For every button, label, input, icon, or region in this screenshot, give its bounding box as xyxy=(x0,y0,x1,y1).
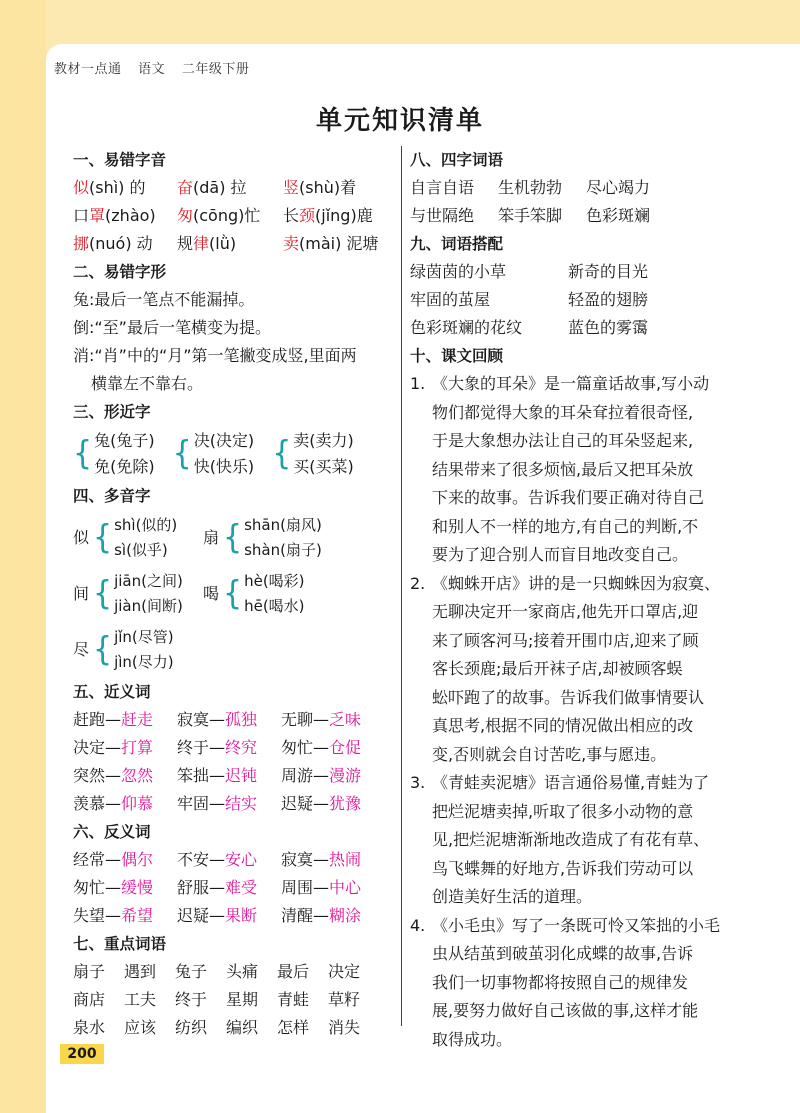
collocation-phrase: 色彩斑斓的花纹 xyxy=(410,318,523,337)
dash-separator: — xyxy=(209,878,226,897)
answer-word: 赶走 xyxy=(121,710,154,729)
base-word: 匆忙 xyxy=(281,738,314,757)
answer-word: 中心 xyxy=(329,878,362,897)
item-line: 见,把烂泥塘渐渐地改造成了有花有草、 xyxy=(432,830,710,849)
reading-stack xyxy=(244,513,322,563)
dash-separator: — xyxy=(313,850,330,869)
base-word: 匆忙 xyxy=(73,878,106,897)
section-title-four-char: 八、四字词语 xyxy=(410,151,504,169)
pinyin-note: (nuó) 动 xyxy=(89,234,153,253)
four-char-word: 笨手笨脚 xyxy=(498,206,563,225)
collocation-phrase: 绿茵茵的小草 xyxy=(410,262,507,281)
reading: hè(喝彩) xyxy=(244,572,305,590)
synonym-pair xyxy=(177,706,281,734)
base-word: 牢固 xyxy=(177,794,210,813)
section-title-antonyms: 六、反义词 xyxy=(73,823,151,841)
target-char: 挪 xyxy=(73,234,90,253)
key-word: 星期 xyxy=(226,990,259,1009)
reading-stack xyxy=(114,569,183,619)
reading: jiàn(间断) xyxy=(114,597,183,615)
pronunciation-item xyxy=(177,174,283,202)
target-char: 颈 xyxy=(299,206,316,225)
polyphonic-item xyxy=(73,510,203,566)
reading-stack xyxy=(244,569,304,619)
glyph-note: 横靠左不靠右。 xyxy=(91,374,204,393)
base-word: 迟疑 xyxy=(281,794,314,813)
base-word: 不安 xyxy=(177,850,210,869)
synonym-row xyxy=(73,790,393,818)
reading-stack xyxy=(114,625,174,675)
similar-chars-groups xyxy=(73,426,393,482)
antonym-pair xyxy=(73,902,177,930)
reading: jǐn(尽管) xyxy=(114,628,174,646)
polyphonic-item xyxy=(203,566,333,622)
pinyin-note: (shù)着 xyxy=(299,178,357,197)
item-line: 物们都觉得大象的耳朵耷拉着很奇怪, xyxy=(432,402,694,422)
collocation-row xyxy=(410,258,780,286)
base-word: 周游 xyxy=(281,766,314,785)
key-word: 兔子 xyxy=(175,962,208,981)
key-words-row xyxy=(73,958,393,986)
base-word: 突然 xyxy=(73,766,106,785)
dash-separator: — xyxy=(313,878,330,897)
item-line: 取得成功。 xyxy=(432,1029,513,1049)
item-line: 和别人不一样的地方,有自己的判断,不 xyxy=(432,516,699,536)
synonym-pair xyxy=(73,734,177,762)
antonym-row xyxy=(73,902,393,930)
item-line: 《大象的耳朵》是一篇童话故事,写小动 xyxy=(432,374,710,393)
left-column xyxy=(73,146,393,1042)
item-line: 《青蛙卖泥塘》语言通俗易懂,青蛙为了 xyxy=(432,773,710,792)
reading: shān(扇风) xyxy=(244,516,322,534)
item-number: 3. xyxy=(410,773,426,792)
key-word: 最后 xyxy=(277,962,310,981)
collocation-phrase: 新奇的目光 xyxy=(568,262,649,281)
key-word: 青蛙 xyxy=(277,990,310,1009)
review-item xyxy=(410,570,780,770)
similar-chars-pair xyxy=(173,426,255,482)
brace-icon: { xyxy=(93,574,113,613)
item-line: 我们一切事物都将按照自己的规律发 xyxy=(432,972,689,992)
answer-word: 犹豫 xyxy=(329,794,362,813)
answer-word: 忽然 xyxy=(121,766,154,785)
dash-separator: — xyxy=(313,766,330,785)
dash-separator: — xyxy=(209,850,226,869)
polyphonic-item xyxy=(203,510,333,566)
dash-separator: — xyxy=(209,766,226,785)
item-line: 创造美好生活的道理。 xyxy=(432,887,593,906)
pair-stack xyxy=(194,428,255,480)
answer-word: 偶尔 xyxy=(121,850,154,869)
pinyin-note: (jǐng)鹿 xyxy=(315,206,373,225)
pronunciation-item xyxy=(177,202,283,230)
item-line: 于是大象想办法让自己的耳朵竖起来, xyxy=(432,431,694,450)
four-char-word: 尽心竭力 xyxy=(586,178,651,197)
grade: 二年级下册 xyxy=(181,62,250,77)
key-word: 扇子 xyxy=(73,962,106,981)
brace-icon: { xyxy=(172,434,192,473)
synonym-pair xyxy=(73,762,177,790)
answer-word: 打算 xyxy=(121,738,154,757)
brace-icon: { xyxy=(73,434,93,473)
similar-char: 买(买菜) xyxy=(293,457,354,476)
synonym-pair xyxy=(177,734,281,762)
dash-separator: — xyxy=(105,794,122,813)
antonym-pair xyxy=(281,846,385,874)
polyphonic-row xyxy=(73,566,393,622)
polyphonic-char: 喝 xyxy=(203,584,220,603)
synonym-pair xyxy=(281,706,385,734)
four-char-word: 自言自语 xyxy=(410,178,475,197)
item-line: 下来的故事。告诉我们要正确对待自己 xyxy=(432,488,705,507)
item-text xyxy=(432,912,780,1055)
item-number: 1. xyxy=(410,374,426,393)
page-number: 200 xyxy=(60,1044,104,1064)
polyphonic-row xyxy=(73,510,393,566)
base-word: 舒服 xyxy=(177,878,210,897)
synonym-row xyxy=(73,706,393,734)
pinyin-note: (lǜ) xyxy=(209,234,237,253)
item-line: 客长颈鹿;最后开袜子店,却被顾客蜈 xyxy=(432,659,683,678)
polyphonic-char: 尽 xyxy=(73,640,90,659)
key-word: 头痛 xyxy=(226,962,259,981)
key-word: 泉水 xyxy=(73,1018,106,1037)
antonym-pair xyxy=(177,902,281,930)
dash-separator: — xyxy=(105,738,122,757)
item-text xyxy=(432,370,780,570)
item-line: 展,要努力做好自己该做的事,这样才能 xyxy=(432,1001,699,1020)
base-word: 周围 xyxy=(281,878,314,897)
synonym-row xyxy=(73,762,393,790)
collocation-row xyxy=(410,286,780,314)
section-title-key-words: 七、重点词语 xyxy=(73,935,167,953)
answer-word: 果断 xyxy=(225,906,258,925)
dash-separator: — xyxy=(105,878,122,897)
base-word: 决定 xyxy=(73,738,106,757)
target-char: 律 xyxy=(193,234,210,253)
item-line: 鸟飞蝶舞的好地方,告诉我们劳动可以 xyxy=(432,858,694,878)
similar-chars-pair xyxy=(73,426,155,482)
dash-separator: — xyxy=(313,738,330,757)
plain-char: 长 xyxy=(283,206,300,225)
polyphonic-item xyxy=(73,566,203,622)
dash-separator: — xyxy=(209,738,226,757)
polyphonic-char: 似 xyxy=(73,528,90,547)
pinyin-note: (dā) 拉 xyxy=(193,178,247,197)
key-word: 决定 xyxy=(328,962,361,981)
synonym-pair xyxy=(281,762,385,790)
pronunciation-item xyxy=(283,230,403,258)
brace-icon: { xyxy=(223,574,243,613)
base-word: 迟疑 xyxy=(177,906,210,925)
target-char: 似 xyxy=(73,178,90,197)
dash-separator: — xyxy=(105,710,122,729)
pronunciation-item xyxy=(73,230,177,258)
key-word: 工夫 xyxy=(124,990,157,1009)
item-line: 虫从结茧到破茧羽化成蝶的故事,告诉 xyxy=(432,944,694,963)
dash-separator: — xyxy=(313,710,330,729)
base-word: 经常 xyxy=(73,850,106,869)
target-char: 罩 xyxy=(89,206,106,225)
antonym-pair xyxy=(73,846,177,874)
four-char-row xyxy=(410,174,780,202)
answer-word: 安心 xyxy=(225,850,258,869)
item-line: 真思考,根据不同的情况做出相应的改 xyxy=(432,716,694,735)
four-char-row xyxy=(410,202,780,230)
base-word: 赶跑 xyxy=(73,710,106,729)
book-name: 教材一点通 xyxy=(54,62,122,77)
dash-separator: — xyxy=(105,906,122,925)
answer-word: 乏味 xyxy=(329,710,362,729)
dash-separator: — xyxy=(209,906,226,925)
polyphonic-list xyxy=(73,510,393,678)
plain-char: 口 xyxy=(73,206,90,225)
key-word: 终于 xyxy=(175,990,208,1009)
glyph-note: 倒:“至”最后一笔横变为提。 xyxy=(73,318,271,337)
item-line: 结果带来了很多烦恼,最后又把耳朵放 xyxy=(432,459,694,479)
dash-separator: — xyxy=(209,710,226,729)
key-word: 商店 xyxy=(73,990,106,1009)
review-item xyxy=(410,912,780,1055)
pinyin-note: (mài) 泥塘 xyxy=(299,234,379,253)
pinyin-note: (zhào) xyxy=(105,206,156,225)
similar-char: 卖(卖力) xyxy=(293,431,354,450)
answer-word: 热闹 xyxy=(329,850,362,869)
reading: shàn(扇子) xyxy=(244,541,322,559)
answer-word: 漫游 xyxy=(329,766,362,785)
glyph-note: 消:“肖”中的“月”第一笔撇变成竖,里面两 xyxy=(73,346,357,365)
antonym-pair xyxy=(281,902,385,930)
base-word: 笨拙 xyxy=(177,766,210,785)
section-title-pronunciation: 一、易错字音 xyxy=(73,151,167,169)
polyphonic-row xyxy=(73,622,393,678)
item-line: 《蜘蛛开店》讲的是一只蜘蛛因为寂寞、 xyxy=(432,573,721,593)
key-word: 编织 xyxy=(226,1018,259,1037)
antonym-pair xyxy=(177,874,281,902)
synonym-pair xyxy=(177,790,281,818)
dash-separator: — xyxy=(105,766,122,785)
dash-separator: — xyxy=(209,794,226,813)
brace-icon: { xyxy=(223,518,243,557)
similar-char: 快(快乐) xyxy=(193,457,255,476)
base-word: 寂寞 xyxy=(177,710,210,729)
key-words-row xyxy=(73,986,393,1014)
pronunciation-row xyxy=(73,202,393,230)
item-number: 2. xyxy=(410,573,426,593)
section-title-collocation: 九、词语搭配 xyxy=(410,235,504,253)
pair-stack xyxy=(293,428,354,480)
key-word: 草籽 xyxy=(328,990,361,1009)
brace-icon: { xyxy=(93,630,113,669)
four-char-word: 色彩斑斓 xyxy=(586,206,651,225)
review-item xyxy=(410,769,780,912)
key-word: 遇到 xyxy=(124,962,157,981)
synonym-pair xyxy=(177,762,281,790)
dash-separator: — xyxy=(313,906,330,925)
reading-stack xyxy=(114,513,177,563)
base-word: 无聊 xyxy=(281,710,314,729)
key-word: 应该 xyxy=(124,1018,157,1037)
base-word: 失望 xyxy=(73,906,106,925)
pinyin-note: (shì) 的 xyxy=(89,178,146,197)
item-line: 无聊决定开一家商店,他先开口罩店,迎 xyxy=(432,602,699,621)
target-char: 匆 xyxy=(177,206,194,225)
reading: jìn(尽力) xyxy=(114,653,174,671)
base-word: 清醒 xyxy=(281,906,314,925)
base-word: 终于 xyxy=(177,738,210,757)
collocation-phrase: 牢固的茧屋 xyxy=(410,290,491,309)
answer-word: 希望 xyxy=(121,906,154,925)
item-line: 《小毛虫》写了一条既可怜又笨拙的小毛 xyxy=(432,915,721,935)
polyphonic-char: 扇 xyxy=(203,528,220,547)
antonym-pair xyxy=(281,874,385,902)
antonyms-list xyxy=(73,846,393,930)
key-word: 消失 xyxy=(328,1018,361,1037)
right-column xyxy=(410,146,780,1054)
item-text xyxy=(432,570,780,770)
key-word: 纺织 xyxy=(175,1018,208,1037)
reading: sì(似乎) xyxy=(114,541,168,559)
left-margin-band xyxy=(0,0,46,1113)
pronunciation-item xyxy=(73,202,177,230)
synonyms-list xyxy=(73,706,393,818)
polyphonic-item xyxy=(73,622,203,678)
item-line: 蚣吓跑了的故事。告诉我们做事情要认 xyxy=(432,687,705,707)
item-line: 变,否则就会自讨苦吃,事与愿违。 xyxy=(432,744,667,764)
pronunciation-row xyxy=(73,230,393,258)
key-word: 怎样 xyxy=(277,1018,310,1037)
antonym-pair xyxy=(177,846,281,874)
synonym-pair xyxy=(281,734,385,762)
answer-word: 结实 xyxy=(225,794,258,813)
key-words-row xyxy=(73,1014,393,1042)
pair-stack xyxy=(94,428,155,480)
key-words-list xyxy=(73,958,393,1042)
dash-separator: — xyxy=(105,850,122,869)
section-title-polyphonic: 四、多音字 xyxy=(73,487,151,505)
section-title-similar-chars: 三、形近字 xyxy=(73,403,151,421)
pinyin-note: (cōng)忙 xyxy=(193,206,261,225)
base-word: 寂寞 xyxy=(281,850,314,869)
collocation-phrase: 蓝色的雾霭 xyxy=(568,318,649,337)
section-title-review: 十、课文回顾 xyxy=(410,347,504,365)
reading: shì(似的) xyxy=(114,516,178,534)
synonym-pair xyxy=(281,790,385,818)
item-line: 把烂泥塘卖掉,听取了很多小动物的意 xyxy=(432,801,694,821)
base-word: 羡慕 xyxy=(73,794,106,813)
answer-word: 迟钝 xyxy=(225,766,258,785)
similar-char: 决(决定) xyxy=(193,431,255,450)
synonym-row xyxy=(73,734,393,762)
brace-icon: { xyxy=(93,518,113,557)
brace-icon: { xyxy=(272,434,292,473)
four-char-word: 生机勃勃 xyxy=(498,178,563,197)
polyphonic-char: 间 xyxy=(73,584,90,603)
antonym-row xyxy=(73,874,393,902)
four-char-list xyxy=(410,174,780,230)
dash-separator: — xyxy=(313,794,330,813)
section-title-synonyms: 五、近义词 xyxy=(73,683,151,701)
answer-word: 糊涂 xyxy=(329,906,362,925)
pronunciation-list xyxy=(73,174,393,258)
subject: 语文 xyxy=(138,62,166,77)
answer-word: 终究 xyxy=(225,738,258,757)
collocation-phrase: 轻盈的翅膀 xyxy=(568,290,649,309)
item-text xyxy=(432,769,780,912)
target-char: 竖 xyxy=(283,178,300,197)
answer-word: 缓慢 xyxy=(121,878,154,897)
antonym-pair xyxy=(73,874,177,902)
collocation-row xyxy=(410,314,780,342)
pronunciation-item xyxy=(283,202,403,230)
target-char: 卖 xyxy=(283,234,300,253)
target-char: 奋 xyxy=(177,178,194,197)
plain-char: 规 xyxy=(177,234,194,253)
similar-char: 免(免除) xyxy=(94,457,155,476)
answer-word: 难受 xyxy=(225,878,258,897)
reading: jiān(之间) xyxy=(114,572,183,590)
four-char-word: 与世隔绝 xyxy=(410,206,475,225)
pronunciation-item xyxy=(177,230,283,258)
column-divider xyxy=(401,146,402,1026)
section-title-glyph: 二、易错字形 xyxy=(73,263,167,281)
pronunciation-row xyxy=(73,174,393,202)
glyph-note: 兔:最后一笔点不能漏掉。 xyxy=(73,290,255,309)
pronunciation-item xyxy=(283,174,403,202)
answer-word: 仰慕 xyxy=(121,794,154,813)
page-title: 单元知识清单 xyxy=(315,106,484,136)
item-number: 4. xyxy=(410,915,426,935)
item-line: 来了顾客河马;接着开围巾店,迎来了顾 xyxy=(432,630,699,650)
antonym-row xyxy=(73,846,393,874)
book-header xyxy=(54,58,261,77)
answer-word: 孤独 xyxy=(225,710,258,729)
item-line: 要为了迎合别人而盲目地改变自己。 xyxy=(432,545,689,564)
answer-word: 仓促 xyxy=(329,738,362,757)
reading: hē(喝水) xyxy=(244,597,305,615)
review-item xyxy=(410,370,780,570)
synonym-pair xyxy=(73,790,177,818)
collocation-list xyxy=(410,258,780,342)
pronunciation-item xyxy=(73,174,177,202)
similar-char: 兔(兔子) xyxy=(94,431,155,450)
synonym-pair xyxy=(73,706,177,734)
similar-chars-pair xyxy=(272,426,354,482)
review-list xyxy=(410,370,780,1054)
